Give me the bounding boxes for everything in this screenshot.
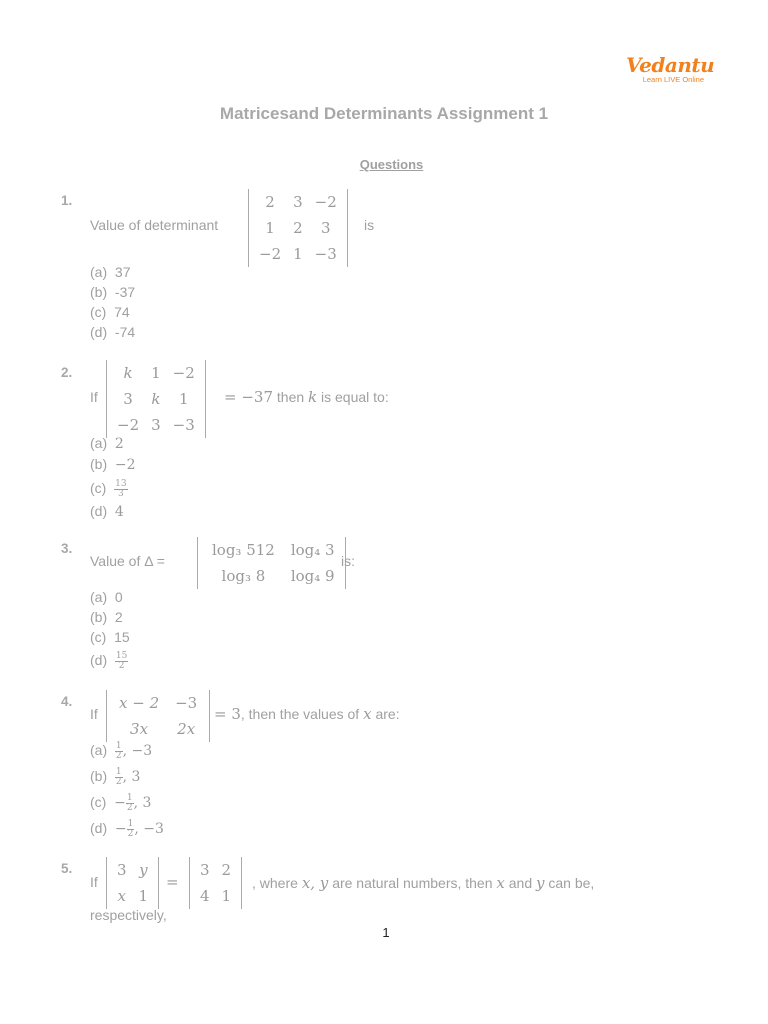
- option-text: 2: [114, 436, 124, 452]
- option-sign: −: [114, 795, 126, 811]
- variable: x: [363, 705, 372, 723]
- option-text: 15: [114, 629, 130, 645]
- option-label: (c): [90, 629, 107, 645]
- determinant: [106, 690, 210, 742]
- fraction-numerator: 15: [115, 650, 128, 661]
- option: [90, 501, 136, 522]
- matrix-cell: log₄ 9: [290, 567, 335, 585]
- matrix-cell: y: [139, 861, 148, 879]
- vedantu-logo: [626, 53, 715, 84]
- option-text: 74: [114, 304, 130, 320]
- section-heading: Questions: [359, 157, 424, 172]
- question-suffix: is equal to:: [321, 389, 389, 405]
- logo-tagline: Learn LIVE Online: [642, 75, 704, 84]
- question-number: 5.: [61, 861, 73, 876]
- question-number: 2.: [61, 365, 73, 380]
- question-suffix: is:: [341, 553, 355, 569]
- matrix-cell: −3: [172, 416, 195, 434]
- matrix-cell: 3: [293, 193, 303, 211]
- equals-sign: =: [166, 873, 179, 891]
- fraction-numerator: 1: [127, 818, 134, 829]
- matrix-cell: x − 2: [119, 694, 160, 712]
- matrix-cell: 3: [117, 861, 127, 879]
- matrix-cell: 4: [200, 887, 210, 905]
- option: [90, 262, 135, 282]
- determinant: [197, 537, 346, 589]
- option-label: (c): [90, 480, 107, 496]
- option: [90, 587, 130, 607]
- option-label: (d): [90, 503, 108, 519]
- fraction-denominator: 2: [115, 776, 122, 787]
- option: [90, 454, 136, 475]
- question-text: , then the values of: [240, 706, 360, 722]
- matrix-cell: 3: [151, 416, 161, 434]
- question-text: then: [276, 389, 305, 405]
- question-suffix: are:: [375, 706, 400, 722]
- determinant: [248, 189, 348, 267]
- option-text: 4: [114, 504, 124, 520]
- question-suffix: is: [364, 217, 375, 233]
- matrix-cell: 2: [265, 193, 275, 211]
- option-text: -37: [114, 284, 136, 300]
- fraction-denominator: 2: [127, 828, 134, 839]
- question-text: If: [90, 389, 98, 405]
- option-text: 0: [114, 589, 123, 605]
- matrix-cell: k: [123, 364, 133, 382]
- fraction: [114, 480, 127, 499]
- option-text: 2: [114, 609, 123, 625]
- option-label: (a): [90, 264, 108, 280]
- option: [90, 607, 130, 627]
- matrix-cell: k: [151, 390, 161, 408]
- option-text: , 3: [122, 769, 141, 785]
- option: [90, 764, 164, 790]
- equation-rhs: = 3: [214, 705, 241, 723]
- matrix-cell: 3: [200, 861, 210, 879]
- question-number: 1.: [61, 193, 73, 208]
- option: [90, 433, 136, 454]
- matrix-cell: log₃ 8: [221, 567, 266, 585]
- option-label: (d): [90, 652, 108, 668]
- fraction: [115, 652, 128, 671]
- matrix-cell: 2: [221, 861, 232, 879]
- matrix-cell: 2x: [177, 720, 196, 738]
- fraction-denominator: 2: [115, 750, 122, 761]
- question-text: Value of determinant: [90, 217, 219, 233]
- option: [90, 322, 135, 342]
- question-number: 3.: [61, 541, 73, 556]
- option-label: (b): [90, 284, 108, 300]
- question-text: If: [90, 874, 98, 890]
- question-text: Value of Δ =: [90, 553, 165, 569]
- page-title: Matricesand Determinants Assignment 1: [219, 104, 549, 123]
- question-text: and: [508, 875, 533, 891]
- option-label: (b): [90, 456, 108, 472]
- options-list: [90, 262, 135, 342]
- option-text: −2: [114, 457, 136, 473]
- matrix-cell: 3: [123, 390, 133, 408]
- fraction-numerator: 1: [115, 766, 122, 777]
- matrix-cell: log₃ 512: [212, 541, 275, 559]
- fraction-numerator: 1: [115, 740, 122, 751]
- matrix-cell: 1: [265, 219, 275, 237]
- option: [90, 475, 136, 501]
- matrix-cell: 1: [138, 887, 149, 905]
- matrix-cell: −3: [175, 694, 198, 712]
- question-text: , where: [252, 875, 298, 891]
- option-label: (d): [90, 324, 108, 340]
- question-text: If: [90, 706, 98, 722]
- options-list: [90, 433, 136, 522]
- option-label: (b): [90, 609, 108, 625]
- matrix-cell: −2: [117, 416, 140, 434]
- logo-brand: Vedantu: [626, 53, 715, 77]
- matrix-cell: 1: [151, 364, 161, 382]
- fraction: [115, 742, 123, 761]
- option: [90, 282, 135, 302]
- option: [90, 816, 164, 842]
- question-continuation: respectively,: [90, 907, 167, 923]
- options-list: [90, 738, 164, 842]
- option-label: (c): [90, 794, 107, 810]
- options-list: [90, 587, 130, 673]
- fraction-denominator: 2: [118, 660, 125, 671]
- fraction: [115, 768, 123, 787]
- option-label: (a): [90, 435, 108, 451]
- option: [90, 738, 164, 764]
- variables: x, y: [301, 874, 329, 892]
- variable: x: [496, 874, 505, 892]
- matrix-cell: 3x: [130, 720, 149, 738]
- option: [90, 790, 164, 816]
- matrix-cell: −3: [314, 245, 337, 263]
- option-text: , −3: [122, 743, 153, 759]
- question-text: can be,: [548, 875, 595, 891]
- matrix-cell: 2: [293, 219, 303, 237]
- matrix-cell: −2: [259, 245, 282, 263]
- option-text: , 3: [133, 795, 152, 811]
- matrix-cell: 1: [221, 887, 232, 905]
- variable: y: [536, 874, 545, 892]
- matrix-cell: 1: [293, 245, 303, 263]
- determinant: [106, 857, 159, 909]
- option: [90, 647, 130, 673]
- matrix-cell: −2: [314, 193, 337, 211]
- fraction: [126, 794, 134, 813]
- fraction-numerator: 13: [115, 478, 127, 489]
- option-text: -74: [114, 324, 136, 340]
- fraction-numerator: 1: [126, 792, 133, 803]
- option: [90, 627, 130, 647]
- option-text: , −3: [134, 821, 164, 837]
- fraction-denominator: 2: [126, 802, 133, 813]
- matrix-cell: −2: [172, 364, 195, 382]
- page-number: 1: [382, 925, 390, 940]
- question-number: 4.: [61, 694, 73, 709]
- option-label: (b): [90, 768, 108, 784]
- option-sign: −: [114, 821, 127, 837]
- question-text: are natural numbers, then: [332, 875, 493, 891]
- option-label: (a): [90, 589, 108, 605]
- option-label: (d): [90, 820, 108, 836]
- determinant: [189, 857, 242, 909]
- determinant: [106, 360, 206, 438]
- matrix-cell: 3: [320, 219, 331, 237]
- matrix-cell: 1: [178, 390, 189, 408]
- option: [90, 302, 135, 322]
- variable: k: [308, 388, 318, 406]
- fraction-denominator: 3: [117, 488, 124, 499]
- matrix-cell: log₄ 3: [290, 541, 335, 559]
- equation-rhs: = −37: [224, 388, 273, 406]
- option-label: (c): [90, 304, 107, 320]
- option-label: (a): [90, 742, 108, 758]
- option-text: 37: [114, 264, 131, 280]
- matrix-cell: x: [117, 887, 126, 905]
